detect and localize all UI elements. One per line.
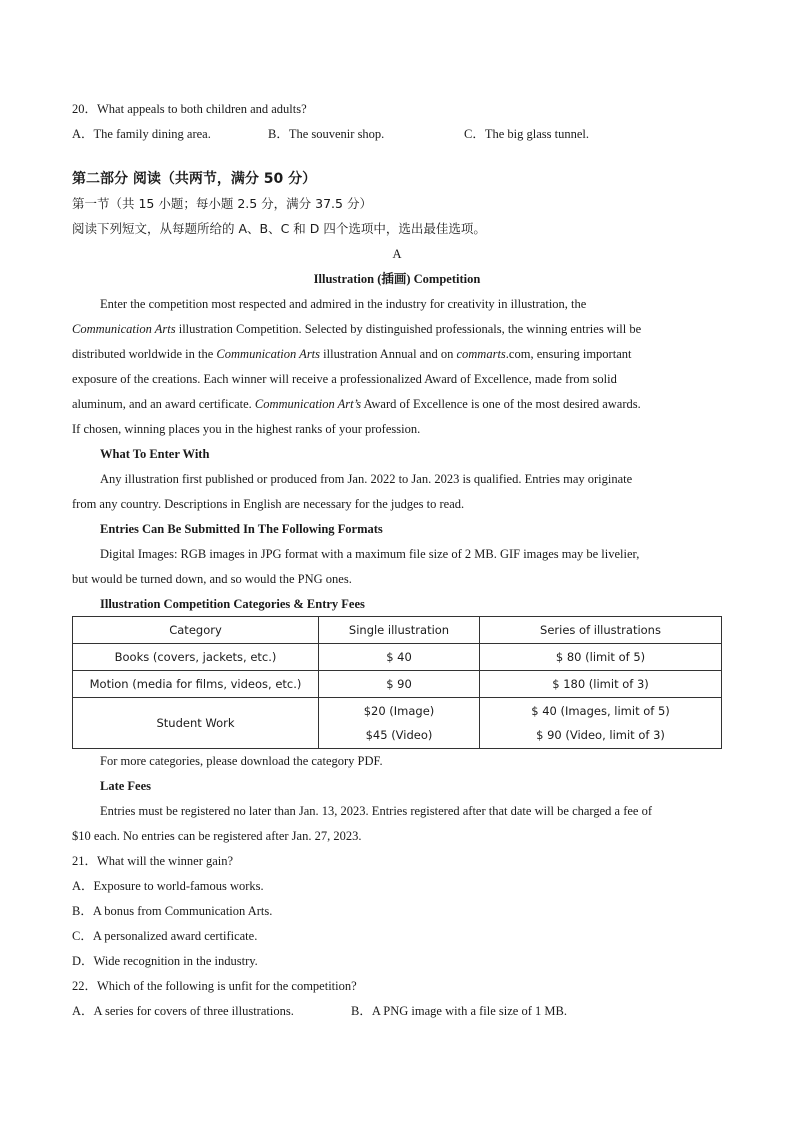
p1-website: commarts [456, 347, 506, 361]
q21-stem: 21．What will the winner gain? [72, 854, 234, 868]
p1-magazine-name-3: Communication Art’s [254, 397, 362, 411]
p1-magazine-name: Communication Arts [72, 322, 176, 336]
passage-letter: A [392, 247, 402, 261]
q21-option-d: D．Wide recognition in the industry. [72, 954, 258, 968]
table-cell: $ 80 (limit of 5) [480, 644, 722, 671]
q21-option-c: C．A personalized award certificate. [72, 929, 258, 943]
q21-option-b: B．A bonus from Communication Arts. [72, 904, 273, 918]
q20-stem: 20．What appeals to both children and adults? [72, 102, 307, 116]
cell-line: $ 90 (Video, limit of 3) [536, 728, 665, 742]
q22-options [72, 1002, 567, 1020]
more-categories-note: For more categories, please download the category PDF. [100, 754, 383, 768]
p1-line3-text-a: distributed worldwide in the [72, 347, 217, 361]
q20-option-a: A．The family dining area. [72, 127, 211, 141]
fees-table [72, 616, 722, 749]
p1-line2 [72, 320, 641, 338]
heading-fees-table: Illustration Competition Categories & Entry Fees [100, 597, 365, 611]
heading-late-fees: Late Fees [100, 779, 152, 793]
cell-line: $45 (Video) [365, 728, 433, 742]
p4-line1: Entries must be registered no later than Jan. 13, 2023. Entries registered after that date will be charged a fee of [100, 804, 652, 818]
p3-line1: Digital Images: RGB images in JPG format with a maximum file size of 2 MB. GIF images may be livelier, [100, 547, 640, 561]
cell-line: $20 (Image) [363, 704, 435, 718]
p1-line5-text-a: aluminum, and an award certificate. [72, 397, 255, 411]
table-header-row [73, 617, 722, 644]
p1-magazine-name-2: Communication Arts [216, 347, 321, 361]
p1-line3-text-b: illustration Annual and on [320, 347, 457, 361]
table-cell [319, 698, 480, 749]
table-cell [480, 698, 722, 749]
q20-option-c: C．The big glass tunnel. [464, 127, 589, 141]
p1-line5-text-b: Award of Excellence is one of the most desired awards. [361, 397, 641, 411]
p1-line5 [72, 395, 641, 413]
q20-options [72, 125, 589, 143]
p2-line1: Any illustration first published or produced from Jan. 2022 to Jan. 2023 is qualified. Entries may originate [100, 472, 633, 486]
p4-line2: $10 each. No entries can be registered after Jan. 27, 2023. [72, 829, 362, 843]
table-cell: $ 90 [319, 671, 480, 698]
p1-line1: Enter the competition most respected and admired in the industry for creativity in illustration, the [100, 297, 587, 311]
reading-instruction: 阅读下列短文，从每题所给的 A、B、C 和 D 四个选项中，选出最佳选项。 [72, 221, 486, 236]
p3-line2: but would be turned down, and so would the PNG ones. [72, 572, 352, 586]
p2-line2: from any country. Descriptions in English are necessary for the judges to read. [72, 497, 465, 511]
q22-option-a: A．A series for covers of three illustrations. [72, 1004, 294, 1018]
table-cell: Books (covers, jackets, etc.) [73, 644, 319, 671]
q22-option-b: B．A PNG image with a file size of 1 MB. [351, 1004, 567, 1018]
heading-what-to-enter: What To Enter With [100, 447, 210, 461]
cell-line: $ 40 (Images, limit of 5) [531, 704, 670, 718]
table-cell: $ 180 (limit of 3) [480, 671, 722, 698]
table-row [73, 671, 722, 698]
q22-stem: 22．Which of the following is unfit for the competition? [72, 979, 357, 993]
table-row [73, 644, 722, 671]
table-cell: Student Work [73, 698, 319, 749]
q21-option-a: A．Exposure to world-famous works. [72, 879, 264, 893]
table-header: Single illustration [319, 617, 480, 644]
p1-line3 [72, 345, 631, 363]
table-cell: Motion (media for films, videos, etc.) [73, 671, 319, 698]
section1-heading: 第一节（共 15 小题；每小题 2.5 分，满分 37.5 分） [72, 196, 372, 211]
table-row [73, 698, 722, 749]
p1-line6: If chosen, winning places you in the highest ranks of your profession. [72, 422, 421, 436]
part2-title: 第二部分 阅读（共两节，满分 50 分） [72, 171, 317, 187]
table-cell: $ 40 [319, 644, 480, 671]
passage-title: Illustration (插画) Competition [313, 272, 481, 286]
table-header: Series of illustrations [480, 617, 722, 644]
p1-line4: exposure of the creations. Each winner will receive a professionalized Award of Excellence, made from solid [72, 372, 617, 386]
p1-line3-text-c: .com, ensuring important [505, 347, 632, 361]
heading-formats: Entries Can Be Submitted In The Following Formats [100, 522, 383, 536]
p1-line2-text: illustration Competition. Selected by distinguished professionals, the winning entries will be [175, 322, 642, 336]
q20-option-b: B．The souvenir shop. [268, 127, 385, 141]
table-header: Category [73, 617, 319, 644]
